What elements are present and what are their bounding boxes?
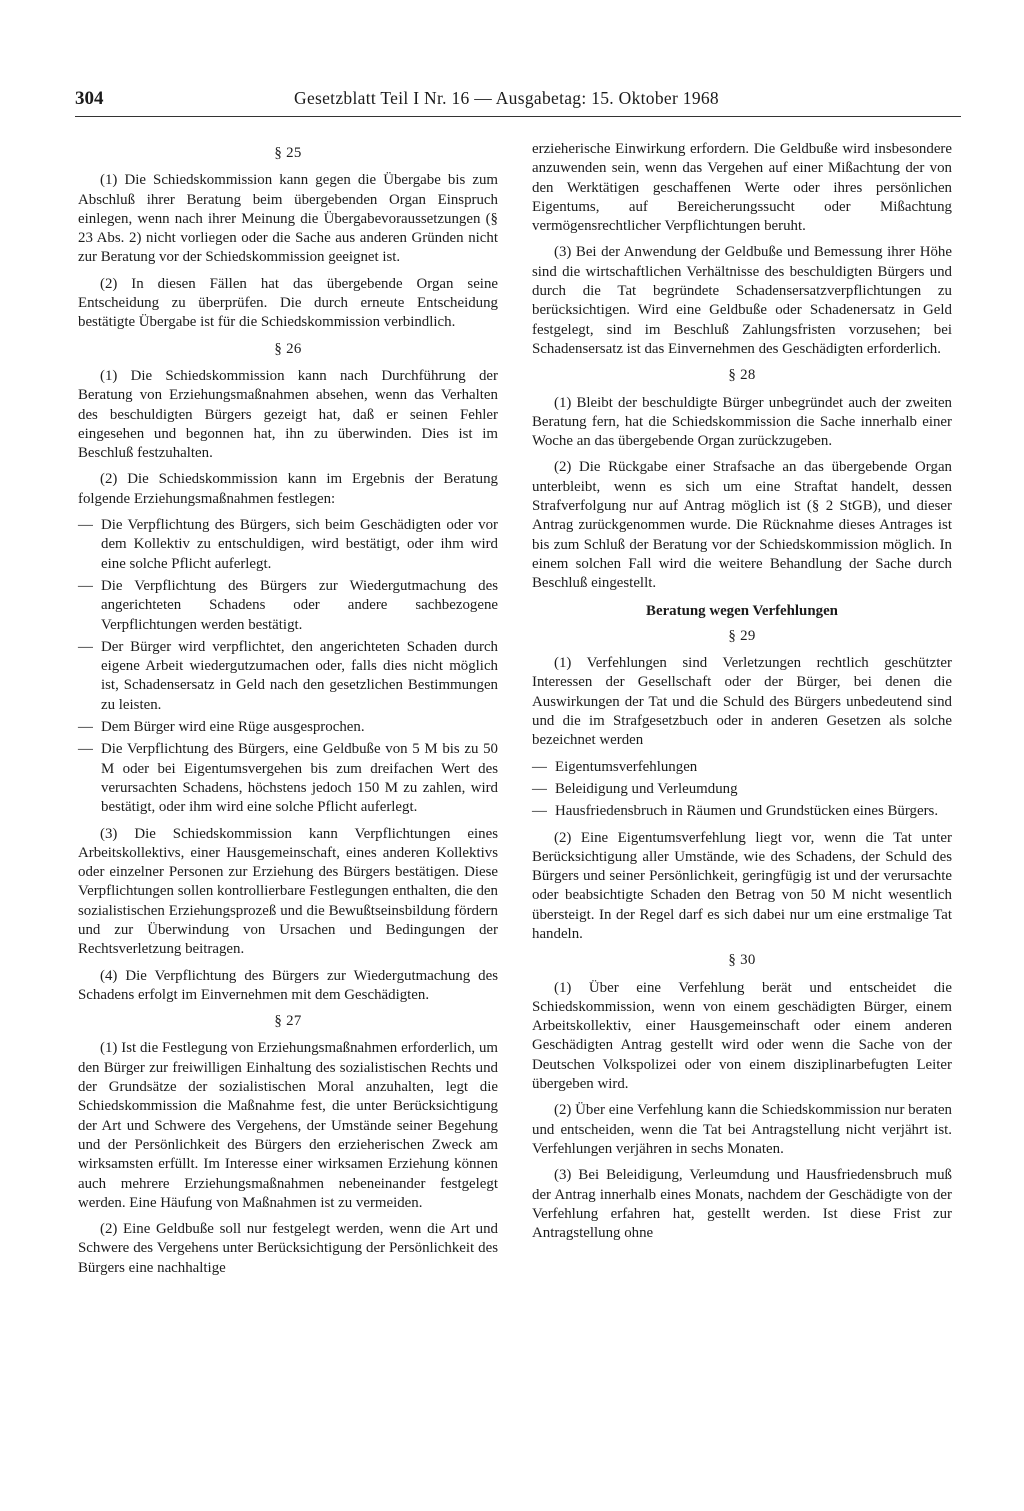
list-item: — Die Verpflichtung des Bürgers, sich beim Geschädigten oder vor dem Kollektiv zu entschuldigen, wird bestätigt, oder ihm wird eine solche Pflicht auferlegt.: [78, 516, 498, 574]
section-heading-29: § 29: [728, 627, 756, 644]
list-item: — Beleidigung und Verleumdung: [532, 780, 952, 799]
section-heading-27: § 27: [274, 1013, 302, 1030]
paragraph-continuation: erzieherische Einwirkung erfordern. Die Geldbuße wird insbesondere anzuwenden sein, wenn das Vergehen auf einer Mißachtung der von den Werktätigen geschaffenen Werte oder ihres persönlichen Eigentums, auf Bereicherungssucht oder Mißachtung vermögensrechtlicher Verpflichtungen beruht.: [532, 141, 952, 235]
paragraph: (1) Über eine Verfehlung berät und entscheidet die Schiedskommission, wenn von einem geschädigten Bürger, einem Arbeitskollektiv, einer Hausgemeinschaft oder einem anderen Geschädigten Antrag gestellt wird oder wenn die Sache von der Deutschen Volkspolizei oder von einem disziplinarbefugten Leiter übergeben wird.: [532, 979, 952, 1093]
paragraph: (3) Die Schiedskommission kann Verpflichtungen eines Arbeitskollektivs, einer Hausgemeinschaft, eines anderen Kollektivs oder einzelner Personen zur Erziehung des Bürgers bestätigen. Diese Verpflichtungen sollen kontrollierbare Festlegungen enthalten, die den sozialistischen Erziehungsprozeß und die Bewußtseinsbildung fördern und zur Überwindung von Ursachen und Bedingungen der Rechtsverletzung beitragen.: [78, 825, 498, 958]
paragraph: (1) Die Schiedskommission kann nach Durchführung der Beratung von Erziehungsmaßnahmen absehen, wenn das Verhalten des beschuldigten Bürgers gezeigt hat, daß er seinen Fehler eingesehen und begonnen hat, ihn zu überwinden. Dies ist im Beschluß festzuhalten.: [78, 367, 498, 462]
section-heading-30: § 30: [728, 952, 756, 969]
paragraph: (1) Die Schiedskommission kann gegen die Übergabe bis zum Abschluß ihrer Beratung beim übergebenden Organ Einspruch einlegen, wenn nach ihrer Meinung die Übergabevoraussetzungen (§ 23 Abs. 2) nicht vorliegen oder die Sache aus anderen Gründen nicht zur Beratung vor der Schiedskommission geeignet ist.: [78, 172, 498, 266]
paragraph: (2) Die Schiedskommission kann im Ergebnis der Beratung folgende Erziehungsmaßnahmen festlegen:: [78, 471, 498, 507]
page-header: [75, 86, 961, 117]
list-item: — Dem Bürger wird eine Rüge ausgesprochen.: [78, 718, 498, 737]
paragraph: (1) Verfehlungen sind Verletzungen rechtlich geschützter Interessen der Gesellschaft oder der Bürger, bei denen die Auswirkungen der Tat und die Schuld des Bürgers unbedeutend sind und die im Strafgesetzbuch oder in anderen Gesetzen als solche bezeichnet werden: [532, 655, 952, 749]
section-heading-25: § 25: [274, 145, 302, 161]
list-item: — Eigentumsverfehlungen: [532, 758, 952, 777]
left-column: [78, 140, 498, 1285]
section-heading-26: § 26: [274, 340, 302, 357]
paragraph: (1) Ist die Festlegung von Erziehungsmaßnahmen erforderlich, um den Bürger zur freiwilligen Einhaltung des sozialistischen Rechts und der Grundsätze der sozialistischen Moral anzuhalten, legt die Schiedskommission die Maßnahme fest, die unter Berücksichtigung der Art und Schwere des Vergehens, der Umstände seiner Begehung und der Persönlichkeit des Bürgers den erzieherischen Zweck am wirksamsten erfüllt. Im Interesse einer wirksamen Erziehung können auch mehrere Erziehungsmaßnahmen nebeneinander festgelegt werden. Eine Häufung von Maßnahmen ist zu vermeiden.: [78, 1040, 498, 1211]
right-column: [532, 140, 952, 1250]
paragraph: (1) Bleibt der beschuldigte Bürger unbegründet auch der zweiten Beratung fern, hat die Schiedskommission die Sache innerhalb einer Woche an das übergebende Organ zurückzugeben.: [532, 394, 952, 450]
gazette-title: Gesetzblatt Teil I Nr. 16 — Ausgabetag: 15. Oktober 1968: [294, 88, 719, 108]
measures-list: [78, 516, 498, 817]
section-heading-28: § 28: [728, 367, 756, 384]
paragraph: (2) Die Rückgabe einer Strafsache an das übergebende Organ unterbleibt, wenn es sich um eine Straftat handelt, dessen Strafverfolgung nur auf Antrag möglich ist (§ 2 StGB), und dieser Antrag zurückgenommen wurde. Die Rücknahme dieses Antrages ist bis zum Schluß der Beratung vor der Schiedskommission möglich. In einem solchen Fall wird die weitere Behandlung der Sache durch Beschluß eingestellt.: [532, 459, 952, 592]
paragraph: (4) Die Verpflichtung des Bürgers zur Wiedergutmachung des Schadens erfolgt im Einvernehmen mit dem Geschädigten.: [78, 967, 498, 1003]
page-number: 304: [75, 88, 104, 109]
list-item: — Der Bürger wird verpflichtet, den angerichteten Schaden durch eigene Arbeit wiedergutzumachen oder, falls dies nicht möglich ist, Schadensersatz in Geld nach den gesetzlichen Bestimmungen zu leisten.: [78, 638, 498, 715]
list-item: — Hausfriedensbruch in Räumen und Grundstücken eines Bürgers.: [532, 802, 952, 821]
list-item: — Die Verpflichtung des Bürgers, eine Geldbuße von 5 M bis zu 50 M oder bei Eigentumsvergehen bis zum dreifachen Wert des verursachten Schadens, höchstens jedoch 150 M zu zahlen, wird bestätigt, oder ihm wird eine solche Pflicht auferlegt.: [78, 740, 498, 817]
list-item: — Die Verpflichtung des Bürgers zur Wiedergutmachung des angerichteten Schadens oder andere sachbezogene Verpflichtungen werden bestätigt.: [78, 577, 498, 635]
paragraph: (2) Über eine Verfehlung kann die Schiedskommission nur beraten und entscheiden, wenn die Tat bei Antragstellung nicht verjährt ist. Verfehlungen verjähren in sechs Monaten.: [532, 1102, 952, 1157]
paragraph: (3) Bei der Anwendung der Geldbuße und Bemessung ihrer Höhe sind die wirtschaftlichen Verhältnisse des beschuldigten Bürgers und durch die Tat begründete Schadensersatzverpflichtungen zu berücksichtigen. Wird eine Geldbuße oder Schadenersatz in Geld festgelegt, sind im Beschluß Zahlungsfristen vorzusehen; bei Schadensersatz ist das Einvernehmen des Geschädigten erforderlich.: [532, 244, 952, 357]
paragraph: (2) Eine Geldbuße soll nur festgelegt werden, wenn die Art und Schwere des Vergehens unter Berücksichtigung der Persönlichkeit des Bürgers eine nachhaltige: [78, 1221, 498, 1276]
paragraph: (2) In diesen Fällen hat das übergebende Organ seine Entscheidung zu überprüfen. Die durch erneute Entscheidung bestätigte Übergabe ist für die Schiedskommission verbindlich.: [78, 275, 498, 331]
chapter-title: Beratung wegen Verfehlungen: [646, 602, 838, 619]
paragraph: (2) Eine Eigentumsverfehlung liegt vor, wenn die Tat unter Berücksichtigung aller Umstände, wie des Schadens, der Schuld des Bürgers und seiner Persönlichkeit, geringfügig ist und der verursachte oder beabsichtigte Schaden den Betrag von 50 M nicht wesentlich übersteigt. In der Regel darf es sich dabei nur um eine erstmalige Tat handeln.: [532, 829, 952, 942]
paragraph: (3) Bei Beleidigung, Verleumdung und Hausfriedensbruch muß der Antrag innerhalb eines Monats, nachdem der Geschädigte von der Verfehlung erfahren hat, gestellt werden. Ist diese Frist zur Antragstellung ohne: [532, 1167, 952, 1242]
offences-list: [532, 758, 952, 822]
